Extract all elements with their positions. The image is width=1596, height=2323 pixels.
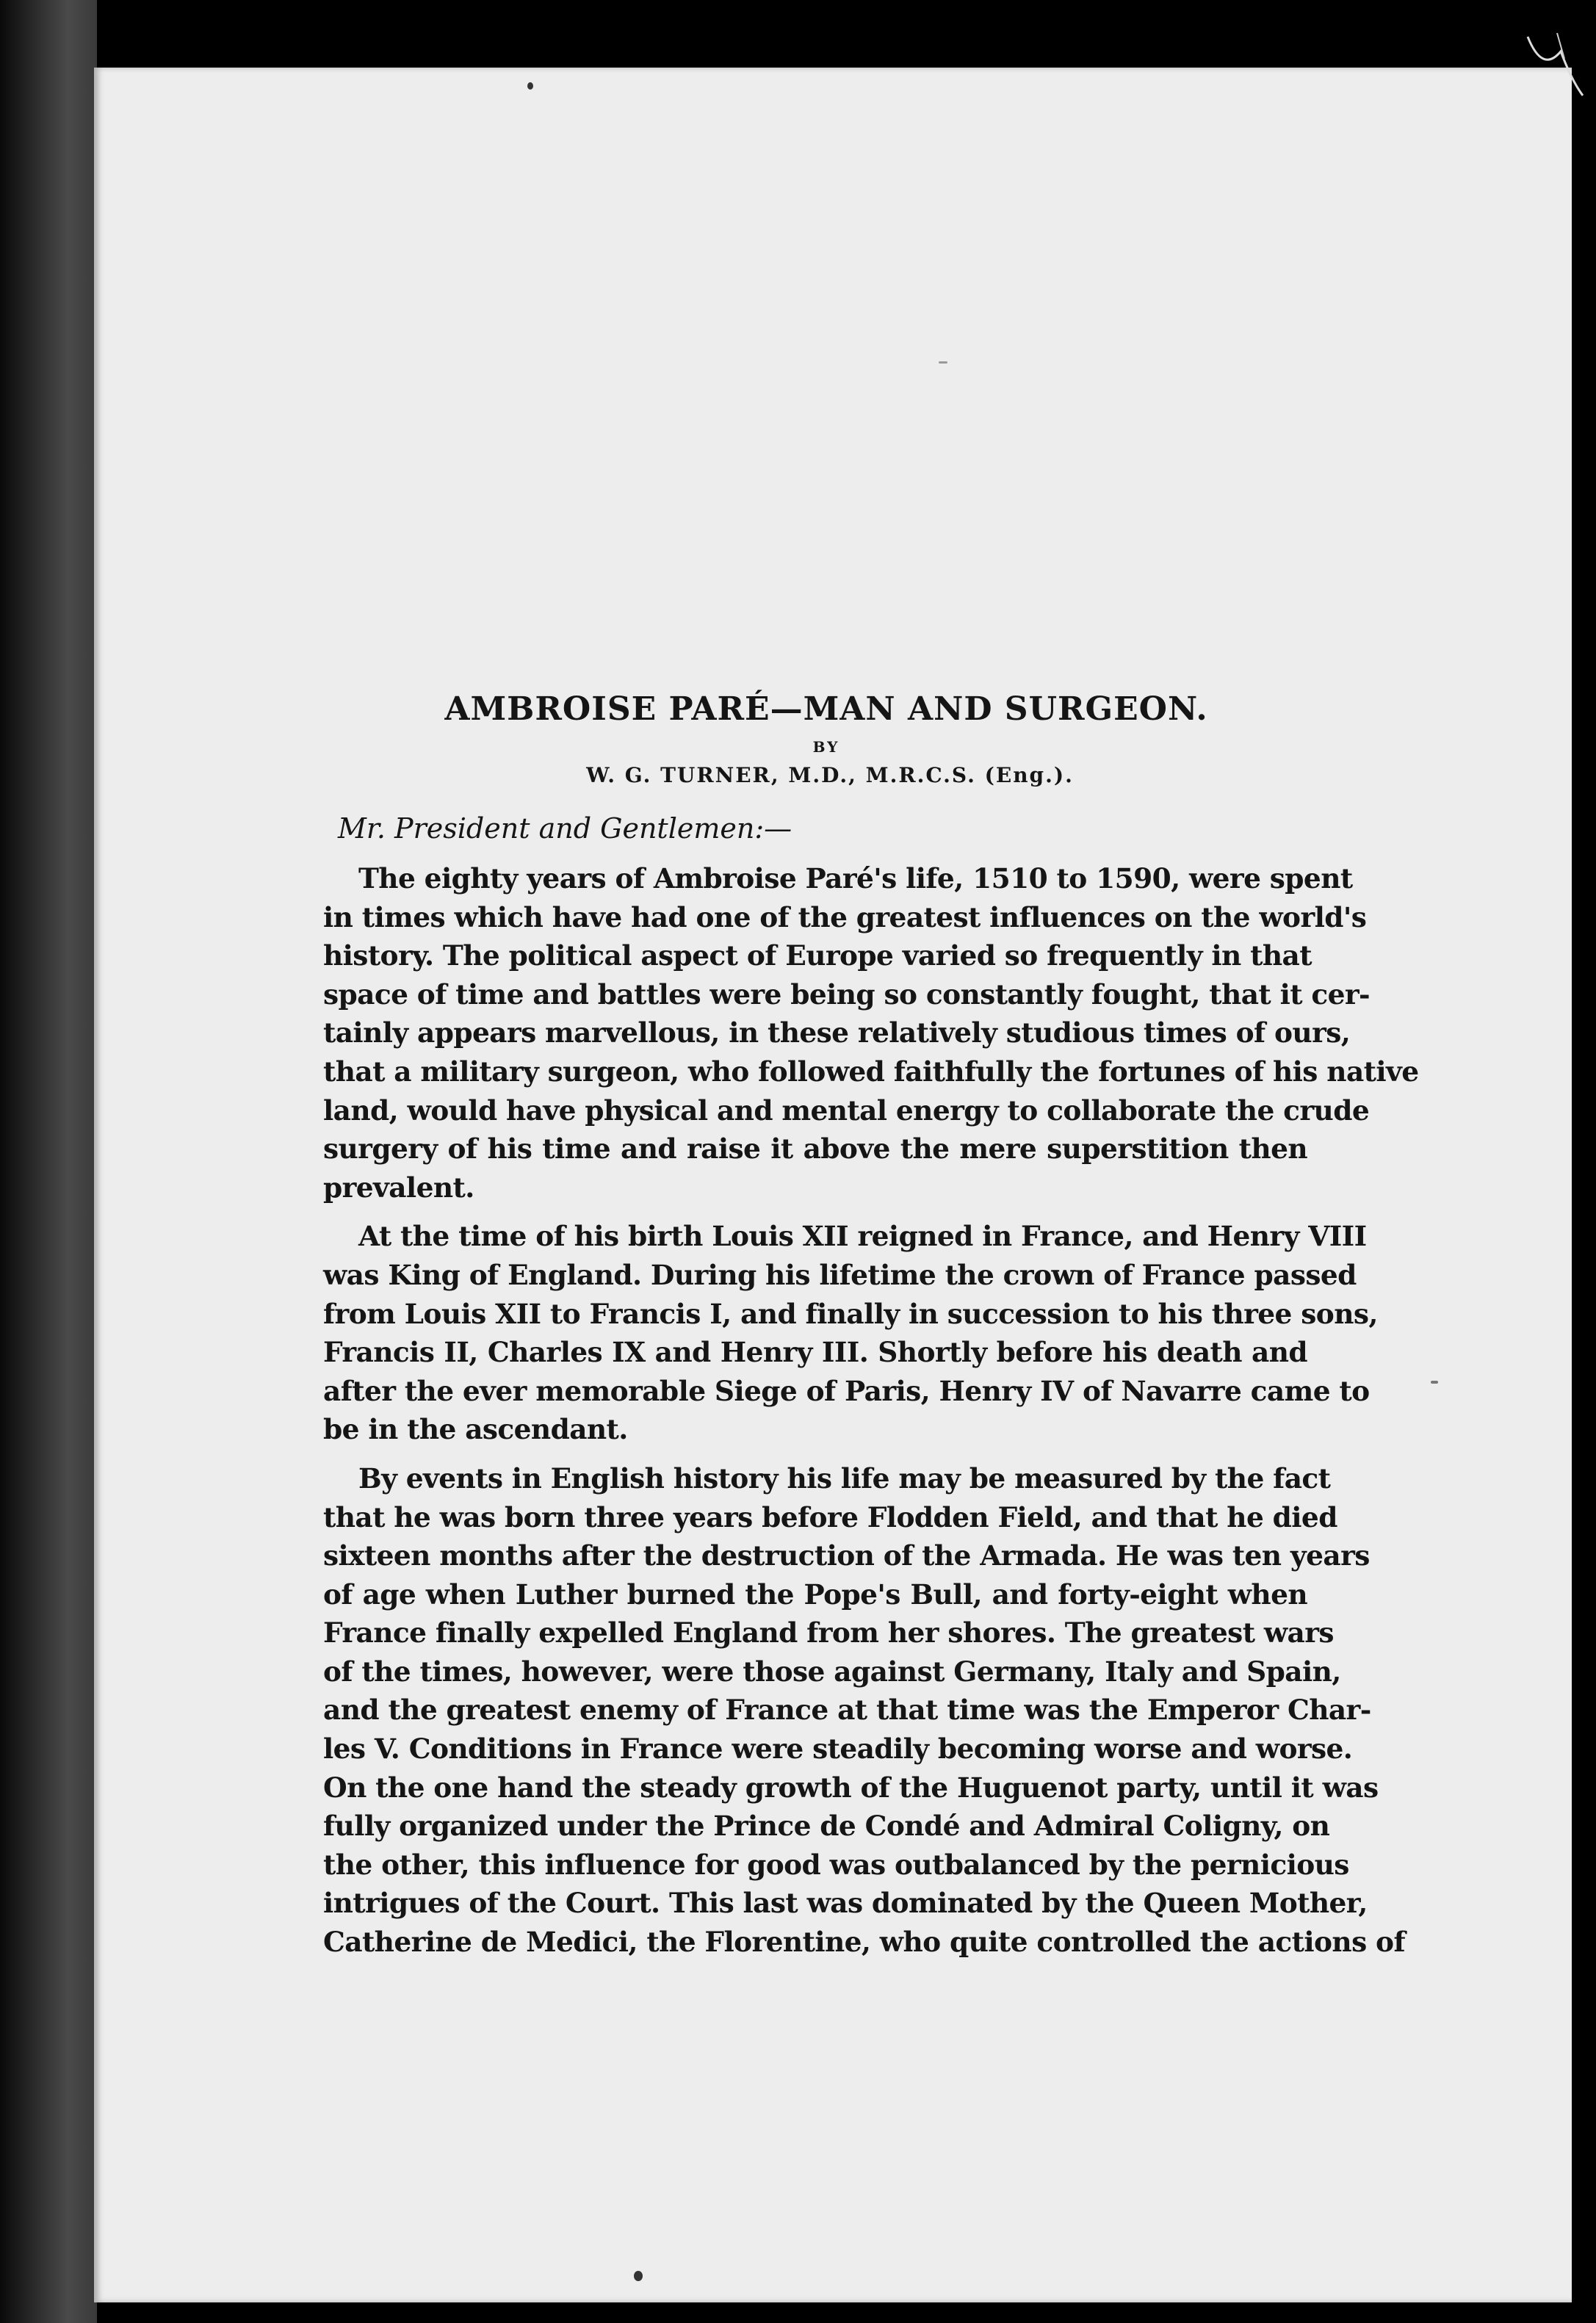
- text-line: tainly appears marvellous, in these relatively studious times of ours,: [323, 1016, 1351, 1049]
- text-line: The eighty years of Ambroise Paré's life, 1510 to 1590, were spent: [358, 862, 1353, 895]
- text-line: after the ever memorable Siege of Paris, Henry IV of Navarre came to: [323, 1374, 1370, 1407]
- text-line: By events in English history his life may be measured by the fact: [358, 1462, 1331, 1495]
- text-line: the other, this influence for good was outbalanced by the pernicious: [323, 1848, 1349, 1881]
- paragraph: [323, 859, 1419, 1207]
- text-line: space of time and battles were being so constantly fought, that it cer-: [323, 978, 1371, 1011]
- text-line: prevalent.: [323, 1171, 474, 1204]
- page-corner-curl: [1513, 29, 1586, 110]
- text-line: that he was born three years before Flodden Field, and that he died: [323, 1500, 1337, 1533]
- text-line: sixteen months after the destruction of the Armada. He was ten years: [323, 1539, 1370, 1572]
- text-line: from Louis XII to Francis I, and finally in succession to his three sons,: [323, 1297, 1378, 1330]
- text-line: land, would have physical and mental energy to collaborate the crude: [323, 1094, 1370, 1127]
- text-line: was King of England. During his lifetime the crown of France passed: [323, 1258, 1357, 1291]
- ink-speck: [527, 82, 533, 90]
- byline-label: BY: [812, 738, 840, 756]
- text-line: of the times, however, were those against Germany, Italy and Spain,: [323, 1655, 1341, 1688]
- author-line: W. G. TURNER, M.D., M.R.C.S. (Eng.).: [586, 763, 1074, 787]
- paragraph: [323, 1217, 1378, 1449]
- text-line: and the greatest enemy of France at that time was the Emperor Char-: [323, 1694, 1371, 1727]
- paragraph: [323, 1459, 1405, 1962]
- text-line: Francis II, Charles IX and Henry III. Shortly before his death and: [323, 1336, 1307, 1369]
- text-line: At the time of his birth Louis XII reigned in France, and Henry VIII: [358, 1220, 1367, 1253]
- text-line: history. The political aspect of Europe varied so frequently in that: [323, 939, 1312, 972]
- article-body: [323, 690, 1419, 1972]
- text-line: in times which have had one of the greatest influences on the world's: [323, 900, 1367, 933]
- salutation: Mr. President and Gentlemen:—: [338, 812, 792, 845]
- text-line: On the one hand the steady growth of the Huguenot party, until it was: [323, 1771, 1379, 1804]
- book-spine-shadow: [0, 0, 97, 2323]
- text-line: of age when Luther burned the Pope's Bull, and forty-eight when: [323, 1578, 1307, 1611]
- text-line: that a military surgeon, who followed faithfully the fortunes of his native: [323, 1055, 1419, 1088]
- text-line: les V. Conditions in France were steadily becoming worse and worse.: [323, 1733, 1353, 1766]
- text-line: France finally expelled England from her shores. The greatest wars: [323, 1616, 1334, 1650]
- article-title: AMBROISE PARÉ—MAN AND SURGEON.: [444, 690, 1208, 728]
- text-line: surgery of his time and raise it above the mere superstition then: [323, 1132, 1307, 1166]
- ink-speck: [939, 361, 947, 364]
- text-line: be in the ascendant.: [323, 1413, 628, 1446]
- text-line: Catherine de Medici, the Florentine, who quite controlled the actions of: [323, 1926, 1405, 1959]
- text-line: intrigues of the Court. This last was dominated by the Queen Mother,: [323, 1887, 1368, 1920]
- ink-speck: [1431, 1381, 1438, 1384]
- ink-speck: [634, 2271, 643, 2281]
- text-line: fully organized under the Prince de Condé and Admiral Coligny, on: [323, 1810, 1330, 1843]
